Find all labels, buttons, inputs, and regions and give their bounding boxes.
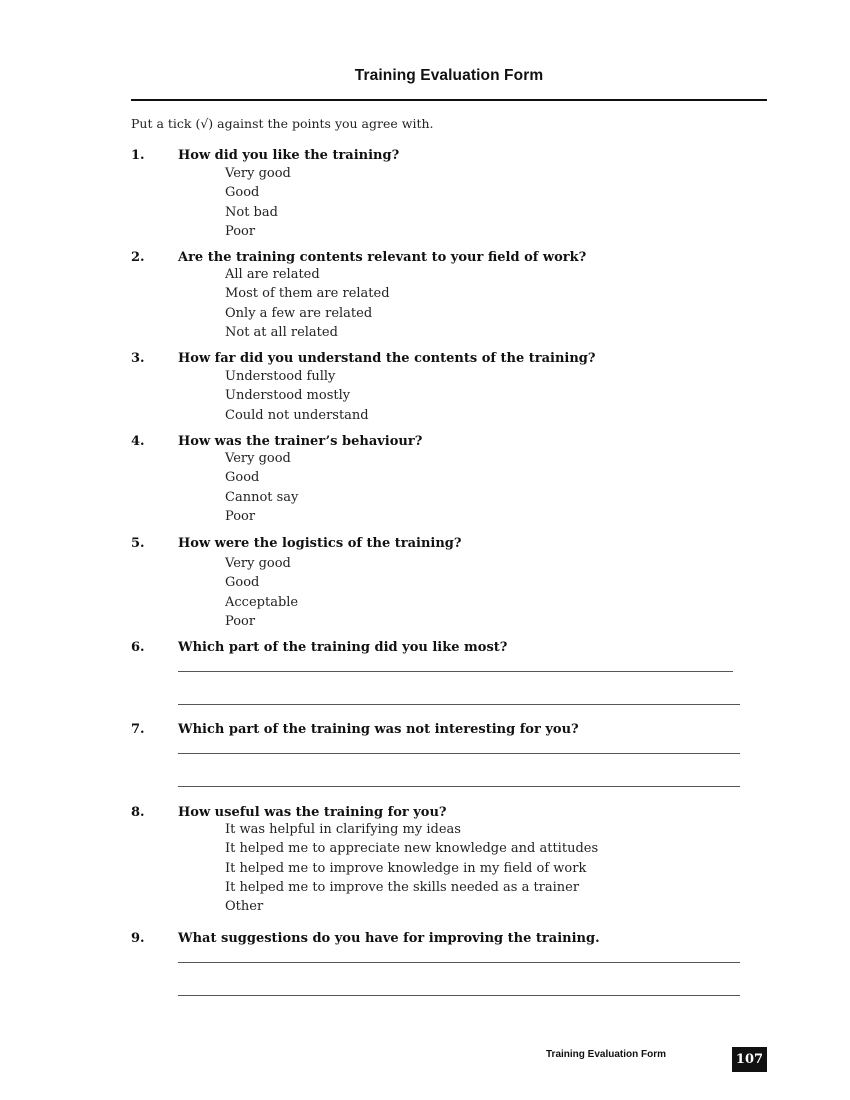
footer-label: Training Evaluation Form bbox=[546, 1049, 667, 1060]
option-item[interactable]: Good bbox=[225, 575, 260, 591]
option-item[interactable]: It helped me to improve the skills needed as a trainer bbox=[225, 879, 580, 895]
option-list bbox=[225, 367, 369, 425]
answer-line[interactable] bbox=[178, 995, 740, 996]
answer-line[interactable] bbox=[178, 704, 740, 705]
page-number-badge: 107 bbox=[732, 1047, 767, 1072]
question-number: 1. bbox=[131, 148, 145, 163]
option-list bbox=[225, 449, 298, 526]
option-item[interactable]: Very good bbox=[225, 166, 291, 181]
option-list bbox=[225, 164, 291, 241]
question-number: 3. bbox=[131, 351, 145, 366]
option-item[interactable]: Poor bbox=[225, 223, 256, 239]
question-text: Which part of the training did you like most? bbox=[178, 640, 508, 655]
option-item[interactable]: Good bbox=[225, 470, 260, 486]
question-text: Which part of the training was not interesting for you? bbox=[178, 722, 579, 737]
question-text: Are the training contents relevant to your field of work? bbox=[178, 250, 587, 265]
question-number: 4. bbox=[131, 434, 145, 449]
option-item[interactable]: Very good bbox=[225, 556, 291, 571]
question-number: 5. bbox=[131, 536, 145, 551]
question-text: How was the trainer’s behaviour? bbox=[178, 434, 423, 449]
option-item[interactable]: Understood mostly bbox=[225, 388, 351, 404]
option-list bbox=[225, 820, 598, 916]
option-item[interactable]: Understood fully bbox=[225, 369, 336, 384]
question-number: 9. bbox=[131, 931, 145, 946]
option-item[interactable]: It helped me to appreciate new knowledge and attitudes bbox=[225, 841, 599, 857]
option-item[interactable]: All are related bbox=[225, 267, 320, 282]
answer-line[interactable] bbox=[178, 786, 740, 787]
question-number: 7. bbox=[131, 722, 145, 737]
answer-line[interactable] bbox=[178, 753, 740, 754]
question-number: 2. bbox=[131, 250, 145, 265]
option-item[interactable]: Could not understand bbox=[225, 407, 369, 423]
option-item[interactable]: Most of them are related bbox=[225, 286, 390, 302]
question-text: How did you like the training? bbox=[178, 148, 400, 163]
question-number: 8. bbox=[131, 805, 145, 820]
page-title: Training Evaluation Form bbox=[354, 67, 544, 84]
option-item[interactable]: Cannot say bbox=[225, 489, 299, 505]
option-item[interactable]: It helped me to improve knowledge in my field of work bbox=[225, 860, 587, 876]
title-divider bbox=[131, 99, 767, 101]
question-text: How useful was the training for you? bbox=[178, 805, 447, 820]
option-item[interactable]: Not bad bbox=[225, 204, 278, 220]
option-list bbox=[225, 554, 298, 631]
option-list bbox=[225, 265, 390, 342]
answer-line[interactable] bbox=[178, 962, 740, 963]
option-item[interactable]: Poor bbox=[225, 613, 256, 629]
option-item[interactable]: It was helpful in clarifying my ideas bbox=[225, 822, 461, 837]
question-text: What suggestions do you have for improving the training. bbox=[178, 931, 600, 946]
option-item[interactable]: Other bbox=[225, 899, 264, 915]
option-item[interactable]: Very good bbox=[225, 451, 291, 466]
option-item[interactable]: Acceptable bbox=[225, 594, 299, 610]
option-item[interactable]: Good bbox=[225, 185, 260, 201]
option-item[interactable]: Only a few are related bbox=[225, 305, 373, 321]
instruction-text: Put a tick (√) against the points you agree with. bbox=[131, 116, 434, 131]
option-item[interactable]: Poor bbox=[225, 508, 256, 524]
option-item[interactable]: Not at all related bbox=[225, 324, 338, 340]
answer-line[interactable] bbox=[178, 671, 733, 672]
question-number: 6. bbox=[131, 640, 145, 655]
question-text: How were the logistics of the training? bbox=[178, 536, 462, 551]
question-text: How far did you understand the contents of the training? bbox=[178, 351, 596, 366]
